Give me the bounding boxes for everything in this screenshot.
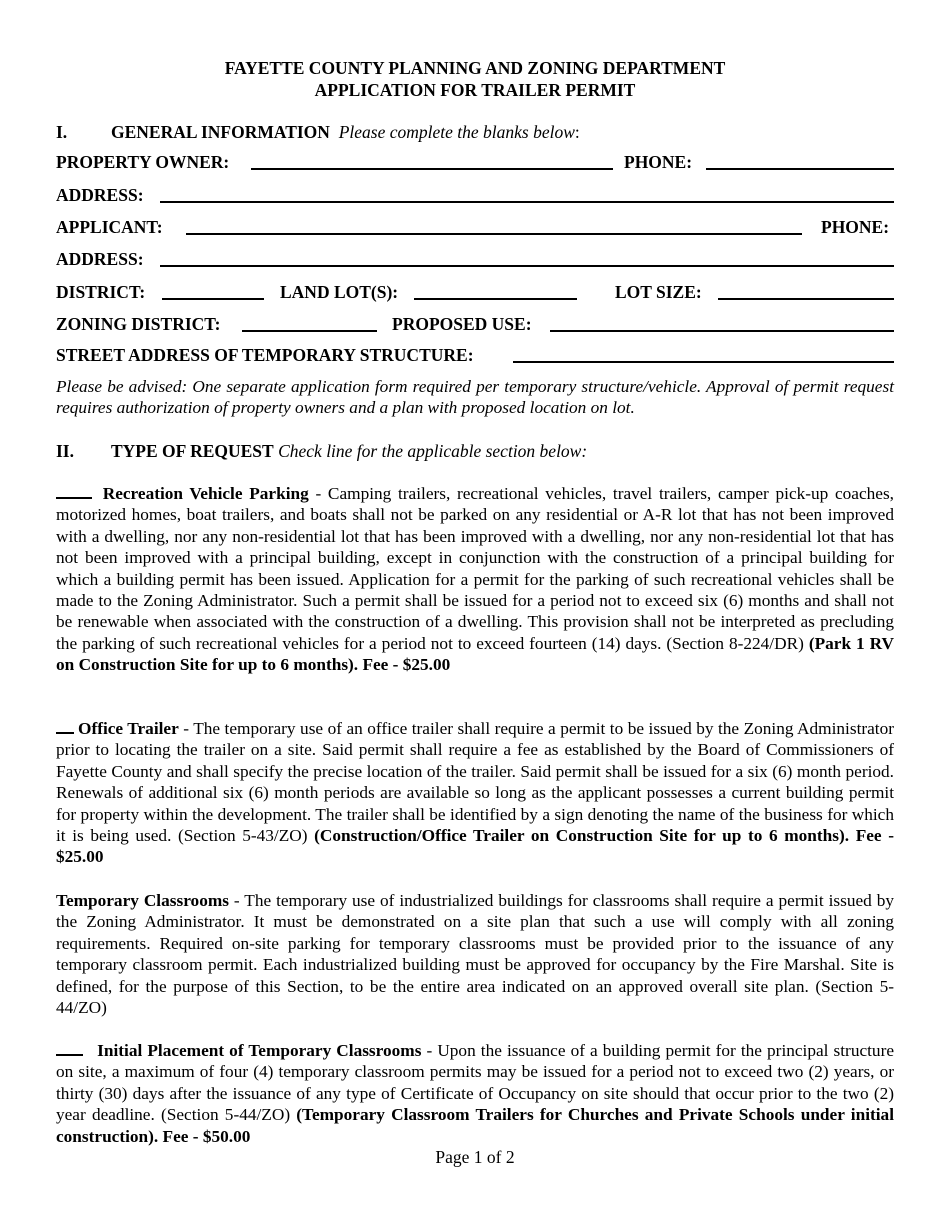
section2-number: II. [56,441,74,461]
rv-parking-checkline[interactable] [56,495,92,499]
section1-heading: GENERAL INFORMATION Please complete the blanks below: [111,122,580,142]
initial-placement-checkline[interactable] [56,1052,83,1056]
applicant-address-label: ADDRESS: [56,249,144,269]
zoning-district-field[interactable] [242,330,377,332]
owner-address-label: ADDRESS: [56,185,144,205]
proposed-use-label: PROPOSED USE: [392,314,532,334]
land-lots-field[interactable] [414,298,577,300]
rv-parking-section [56,483,894,676]
initial-placement-text: - Upon the issuance of a building permit for the principal structure on site, a maximum of four (4) temporary classroom permits may be issued for a period not to exceed two (2) years, or thirty (30) days after the issuance of any type of Certificate of Occupancy on site should that occur prior to the two (2) year deadline. (Section 5-44/ZO) [56,1041,894,1125]
owner-address-field[interactable] [160,201,894,203]
street-address-field[interactable] [513,361,894,363]
applicant-field[interactable] [186,233,802,235]
form-title: APPLICATION FOR TRAILER PERMIT [314,80,636,100]
page-number: Page 1 of 2 [435,1147,515,1167]
rv-parking-text: - Camping trailers, recreational vehicles, travel trailers, camper pick-up coaches, motorized homes, boat trailers, and boats shall not be parked on any residential or A-R lot that has not been improved with a dwelling, nor any non-residential lot that has been improved with a dwelling, nor any non-residential lot that has not been improved with a principal building, except in conjunction with the construction of a principal building for which a building permit has been issued. Application for a permit for the parking of such recreational vehicles shall be made to the Zoning Administrator. Such a permit shall be issued for a period not to exceed six (6) months and shall not be renewable when associated with the construction of a dwelling. This provision shall not be interpreted as precluding the parking of such recreational vehicles for a period not to exceed fourteen (14) days. (Section 8-224/DR) [56,484,894,653]
applicant-phone-label: PHONE: [821,217,890,237]
owner-phone-field[interactable] [706,168,894,170]
applicant-label: APPLICANT: [56,217,163,237]
lot-size-field[interactable] [718,298,894,300]
office-trailer-fee: (Construction/Office Trailer on Construction Site for up to 6 months). Fee - $25.00 [56,826,894,867]
street-address-label: STREET ADDRESS OF TEMPORARY STRUCTURE: [56,345,474,365]
temporary-classrooms-text: - The temporary use of industrialized buildings for classrooms shall require a permit issued by the Zoning Administrator. It must be demonstrated on a site plan that such a use will comply with all zoning requirements. Required on-site parking for temporary classrooms must be provided prior to the issuance of any temporary classroom permit. Each industrialized building must be approved for occupancy by the Fire Marshal. Site is defined, for the purpose of this Section, to be the entire area indicated on an approved overall site plan. (Section 5-44/ZO) [56,891,894,1018]
temporary-classrooms-section [56,890,894,1018]
district-field[interactable] [162,298,264,300]
applicant-address-field[interactable] [160,265,894,267]
property-owner-label: PROPERTY OWNER: [56,152,230,172]
district-label: DISTRICT: [56,282,146,302]
office-trailer-checkline[interactable] [56,730,74,734]
office-trailer-title: Office Trailer [78,719,179,738]
temporary-classrooms-title: Temporary Classrooms [56,891,229,910]
land-lots-label: LAND LOT(S): [280,282,399,302]
rv-parking-fee: (Park 1 RV on Construction Site for up to 6 months). Fee - $25.00 [56,633,894,675]
proposed-use-field[interactable] [550,330,894,332]
department-title: FAYETTE COUNTY PLANNING AND ZONING DEPARTMENT [224,58,726,78]
initial-placement-fee: (Temporary Classroom Trailers for Churches and Private Schools under initial construction). Fee - $50.00 [56,1105,894,1146]
owner-phone-label: PHONE: [624,152,693,172]
advisory-note: Please be advised: One separate application form required per temporary structure/vehicle. Approval of permit request requires authorization of property owners and a plan with proposed location on lot. [56,377,894,418]
lot-size-label: LOT SIZE: [615,282,702,302]
zoning-district-label: ZONING DISTRICT: [56,314,221,334]
initial-placement-section [56,1040,894,1147]
section1-number: I. [56,122,68,142]
section1-instruction: Please complete the blanks below [338,122,575,142]
initial-placement-title: Initial Placement of Temporary Classrooms [97,1041,422,1060]
section2-heading [111,440,587,462]
section2-instruction: Check line for the applicable section below: [278,441,588,461]
rv-parking-title: Recreation Vehicle Parking [102,484,309,503]
office-trailer-section [56,718,894,868]
section1-title: GENERAL INFORMATION [111,122,330,142]
office-trailer-text: - The temporary use of an office trailer shall require a permit to be issued by the Zoning Administrator prior to locating the trailer on a site. Said permit shall require a fee as established by the Board of Commissioners of Fayette County and shall specify the precise location of the trailer. Said permit shall be issued for a six (6) month period. Renewals of additional six (6) month periods are available so long as the applicant possesses a current building permit for property within the development. The trailer shall be identified by a sign denoting the name of the business for which it is being used. (Section 5-43/ZO) [56,719,894,846]
property-owner-field[interactable] [251,168,613,170]
section2-title: TYPE OF REQUEST [111,441,274,461]
